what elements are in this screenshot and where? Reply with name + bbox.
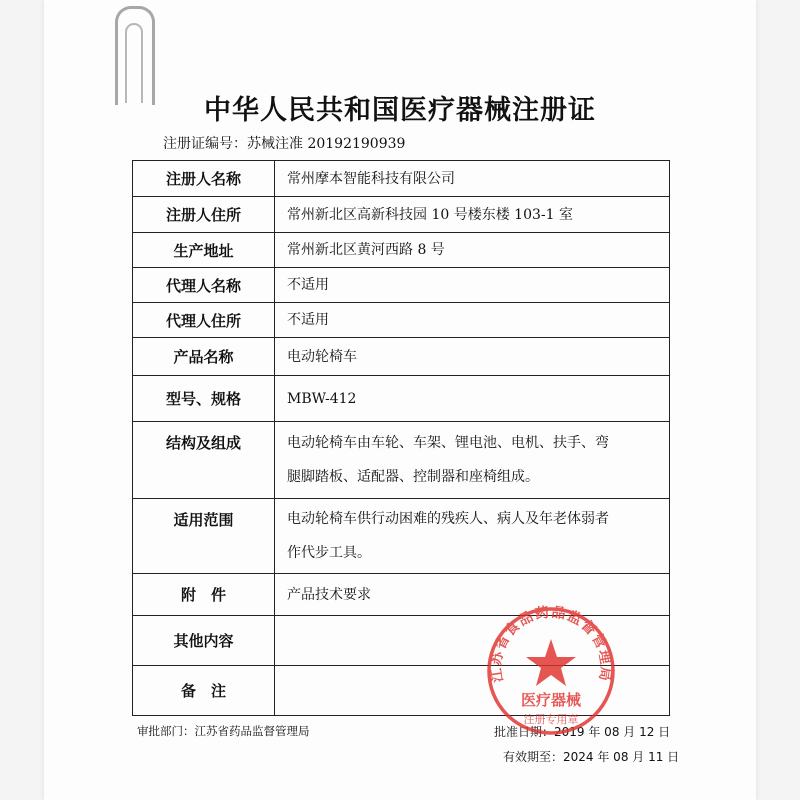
row-label: 生产地址 bbox=[133, 233, 275, 268]
expiry-date-value: 2024 年 08 月 11 日 bbox=[563, 750, 680, 764]
row-value bbox=[275, 422, 670, 499]
approval-authority bbox=[137, 723, 310, 739]
table-row bbox=[133, 376, 670, 422]
row-value: 常州新北区黄河西路 8 号 bbox=[275, 233, 670, 268]
table-row bbox=[133, 197, 670, 233]
seal-star-icon bbox=[526, 639, 576, 686]
row-value-line: 腿脚踏板、适配器、控制器和座椅组成。 bbox=[287, 469, 539, 485]
row-value: 不适用 bbox=[275, 268, 670, 303]
row-label: 备 注 bbox=[133, 666, 275, 716]
row-label: 适用范围 bbox=[133, 499, 275, 574]
approval-authority-label: 审批部门： bbox=[137, 724, 195, 738]
approval-date-value: 2019 年 08 月 12 日 bbox=[554, 725, 671, 739]
row-label: 注册人住所 bbox=[133, 197, 275, 233]
approval-authority-value: 江苏省药品监督管理局 bbox=[194, 724, 310, 738]
row-value: 不适用 bbox=[275, 303, 670, 338]
row-value: 常州摩本智能科技有限公司 bbox=[275, 161, 670, 197]
page-title: 中华人民共和国医疗器械注册证 bbox=[204, 95, 596, 126]
table-row bbox=[133, 338, 670, 376]
official-seal-icon bbox=[485, 605, 617, 737]
table-row bbox=[133, 233, 670, 268]
row-label: 注册人名称 bbox=[133, 161, 275, 197]
row-value bbox=[275, 499, 670, 574]
expiry-date bbox=[503, 748, 679, 765]
table-row bbox=[133, 161, 670, 197]
row-label: 代理人住所 bbox=[133, 303, 275, 338]
row-value: MBW-412 bbox=[275, 376, 670, 422]
row-label: 产品名称 bbox=[133, 338, 275, 376]
certificate-number-value: 苏械注准 20192190939 bbox=[247, 136, 406, 152]
row-value: 电动轮椅车 bbox=[275, 338, 670, 376]
certificate-number-label: 注册证编号： bbox=[163, 136, 247, 152]
row-label: 其他内容 bbox=[133, 616, 275, 666]
expiry-date-label: 有效期至： bbox=[503, 750, 564, 764]
table-row bbox=[133, 499, 670, 574]
row-label: 附 件 bbox=[133, 574, 275, 616]
table-row bbox=[133, 268, 670, 303]
row-value-line: 电动轮椅车由车轮、车架、锂电池、电机、扶手、弯 bbox=[287, 435, 609, 451]
row-label: 型号、规格 bbox=[133, 376, 275, 422]
row-value-line: 电动轮椅车供行动困难的残疾人、病人及年老体弱者 bbox=[287, 511, 609, 527]
row-value: 常州新北区高新科技园 10 号楼东楼 103-1 室 bbox=[275, 197, 670, 233]
table-row bbox=[133, 303, 670, 338]
seal-ring-text: 江苏省食品药品监督管理局 bbox=[488, 605, 614, 684]
row-label: 结构及组成 bbox=[133, 422, 275, 499]
row-value: 产品技术要求 bbox=[275, 574, 670, 616]
approval-date-label: 批准日期： bbox=[494, 725, 555, 739]
seal-line2: 注册专用章 bbox=[523, 713, 579, 726]
seal-line1: 医疗器械 bbox=[520, 691, 582, 709]
row-value-line: 作代步工具。 bbox=[287, 545, 371, 561]
certificate-number bbox=[163, 133, 405, 153]
table-row bbox=[133, 422, 670, 499]
row-label: 代理人名称 bbox=[133, 268, 275, 303]
